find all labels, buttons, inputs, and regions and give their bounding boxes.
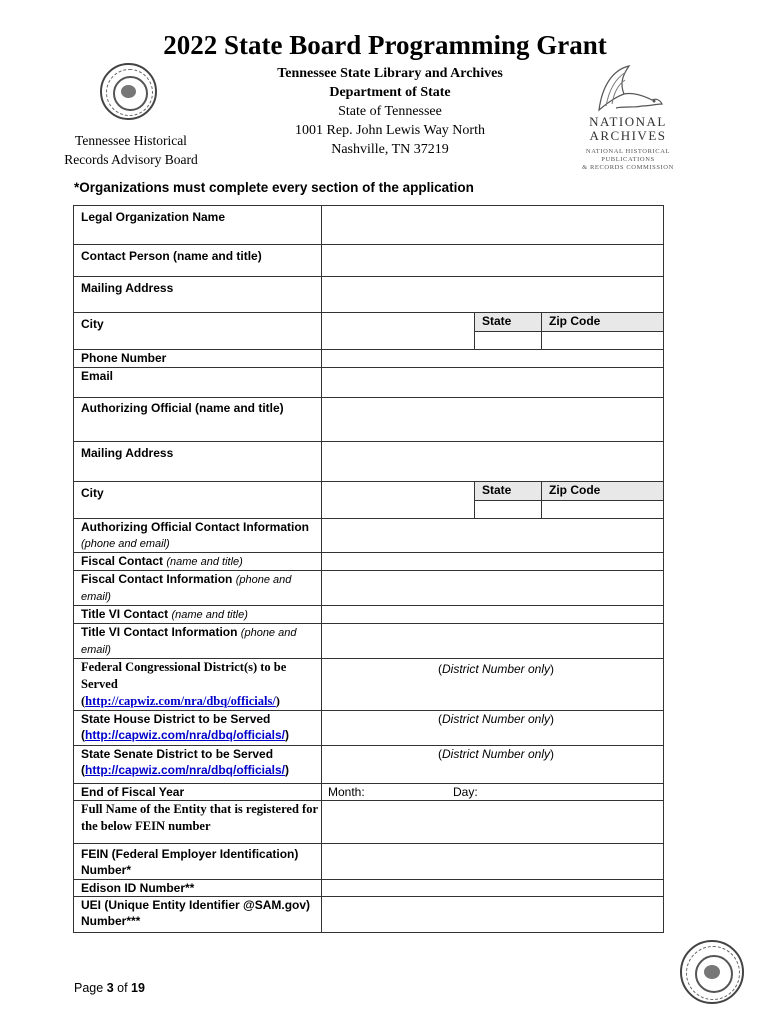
label-state: State	[475, 313, 542, 332]
tennessee-seal-icon	[100, 63, 157, 120]
label-edison: Edison ID Number**	[74, 880, 322, 897]
label-zip: Zip Code	[542, 313, 664, 332]
na-archives: ARCHIVES	[589, 128, 667, 143]
label-phone: Phone Number	[74, 350, 322, 368]
agency-name: Tennessee State Library and Archives	[277, 66, 503, 81]
secretary-of-state-seal-icon	[680, 940, 744, 1004]
page-title: 2022 State Board Programming Grant	[163, 30, 607, 60]
label-zip-2: Zip Code	[542, 482, 664, 501]
label-legal-name: Legal Organization Name	[74, 206, 322, 245]
thrab-block	[56, 131, 206, 169]
field-state[interactable]	[475, 332, 542, 350]
month-label: Month:	[328, 785, 365, 799]
label-fiscal-year: End of Fiscal Year	[74, 784, 322, 801]
label-contact-person: Contact Person (name and title)	[74, 245, 322, 277]
field-city[interactable]	[322, 313, 475, 350]
state-name: State of Tennessee	[338, 104, 442, 119]
field-house-district[interactable]: (District Number only)	[322, 711, 664, 746]
field-senate-district[interactable]: (District Number only)	[322, 746, 664, 784]
application-form	[73, 205, 664, 933]
field-fein[interactable]	[322, 844, 664, 880]
field-uei[interactable]	[322, 897, 664, 933]
field-title-vi-info[interactable]	[322, 624, 664, 659]
field-phone[interactable]	[322, 350, 664, 368]
house-district-link[interactable]: http://capwiz.com/nra/dbq/officials/	[85, 728, 286, 742]
field-mailing-address-2[interactable]	[322, 442, 664, 482]
label-entity-name: Full Name of the Entity that is registered for the below FEIN number	[74, 801, 322, 844]
eagle-icon	[594, 62, 664, 112]
label-city-2: City	[74, 482, 322, 519]
page-footer: Page 3 of 19	[74, 981, 145, 995]
field-contact-person[interactable]	[322, 245, 664, 277]
field-title-vi-contact[interactable]	[322, 606, 664, 624]
label-fein: FEIN (Federal Employer Identification) Number*	[74, 844, 322, 880]
department-name: Department of State	[329, 85, 451, 100]
nhprc-line-3: & RECORDS COMMISSION	[582, 164, 674, 171]
label-state-2: State	[475, 482, 542, 501]
current-page: 3	[106, 981, 114, 995]
label-mailing-address-2: Mailing Address	[74, 442, 322, 482]
field-auth-official[interactable]	[322, 398, 664, 442]
nhprc-line-2: PUBLICATIONS	[601, 156, 655, 163]
field-fiscal-contact[interactable]	[322, 553, 664, 571]
agency-address-block	[240, 64, 540, 159]
label-uei: UEI (Unique Entity Identifier @SAM.gov) Number***	[74, 897, 322, 933]
nhprc-line-1: NATIONAL HISTORICAL	[585, 148, 671, 155]
label-city: City	[74, 313, 322, 350]
na-national: NATIONAL	[589, 114, 667, 129]
senate-district-link[interactable]: http://capwiz.com/nra/dbq/officials/	[85, 763, 286, 777]
completion-notice: *Organizations must complete every section of the application	[74, 180, 474, 195]
label-email: Email	[74, 368, 322, 398]
field-auth-contact[interactable]	[322, 519, 664, 553]
field-fiscal-info[interactable]	[322, 571, 664, 606]
label-fiscal-info: Fiscal Contact Information (phone and email)	[74, 571, 322, 606]
street-address: 1001 Rep. John Lewis Way North	[295, 123, 485, 138]
label-house-district: State House District to be Served (http://capwiz.com/nra/dbq/officials/)	[74, 711, 322, 746]
nhprc-text	[580, 148, 676, 172]
label-auth-official: Authorizing Official (name and title)	[74, 398, 322, 442]
label-title-vi-info: Title VI Contact Information (phone and email)	[74, 624, 322, 659]
national-archives-logo	[584, 62, 672, 174]
field-legal-name[interactable]	[322, 206, 664, 245]
thrab-line-2: Records Advisory Board	[64, 152, 198, 167]
label-auth-contact: Authorizing Official Contact Information (phone and email)	[74, 519, 322, 553]
congress-district-link[interactable]: http://capwiz.com/nra/dbq/officials/	[85, 694, 276, 708]
label-fiscal-contact: Fiscal Contact (name and title)	[74, 553, 322, 571]
label-congress-district: Federal Congressional District(s) to be Served (http://capwiz.com/nra/dbq/officials/)	[74, 659, 322, 711]
thrab-line-1: Tennessee Historical	[75, 133, 187, 148]
field-edison[interactable]	[322, 880, 664, 897]
field-congress-district[interactable]: (District Number only)	[322, 659, 664, 711]
label-senate-district: State Senate District to be Served (http://capwiz.com/nra/dbq/officials/)	[74, 746, 322, 784]
field-zip-2[interactable]	[542, 501, 664, 519]
label-mailing-address: Mailing Address	[74, 277, 322, 313]
field-email[interactable]	[322, 368, 664, 398]
day-label: Day:	[453, 785, 478, 799]
total-pages: 19	[131, 981, 145, 995]
field-city-2[interactable]	[322, 482, 475, 519]
field-entity-name[interactable]	[322, 801, 664, 844]
field-mailing-address[interactable]	[322, 277, 664, 313]
city-state-zip: Nashville, TN 37219	[331, 142, 449, 157]
label-title-vi-contact: Title VI Contact (name and title)	[74, 606, 322, 624]
field-zip[interactable]	[542, 332, 664, 350]
field-state-2[interactable]	[475, 501, 542, 519]
field-fiscal-year[interactable]	[322, 784, 664, 801]
